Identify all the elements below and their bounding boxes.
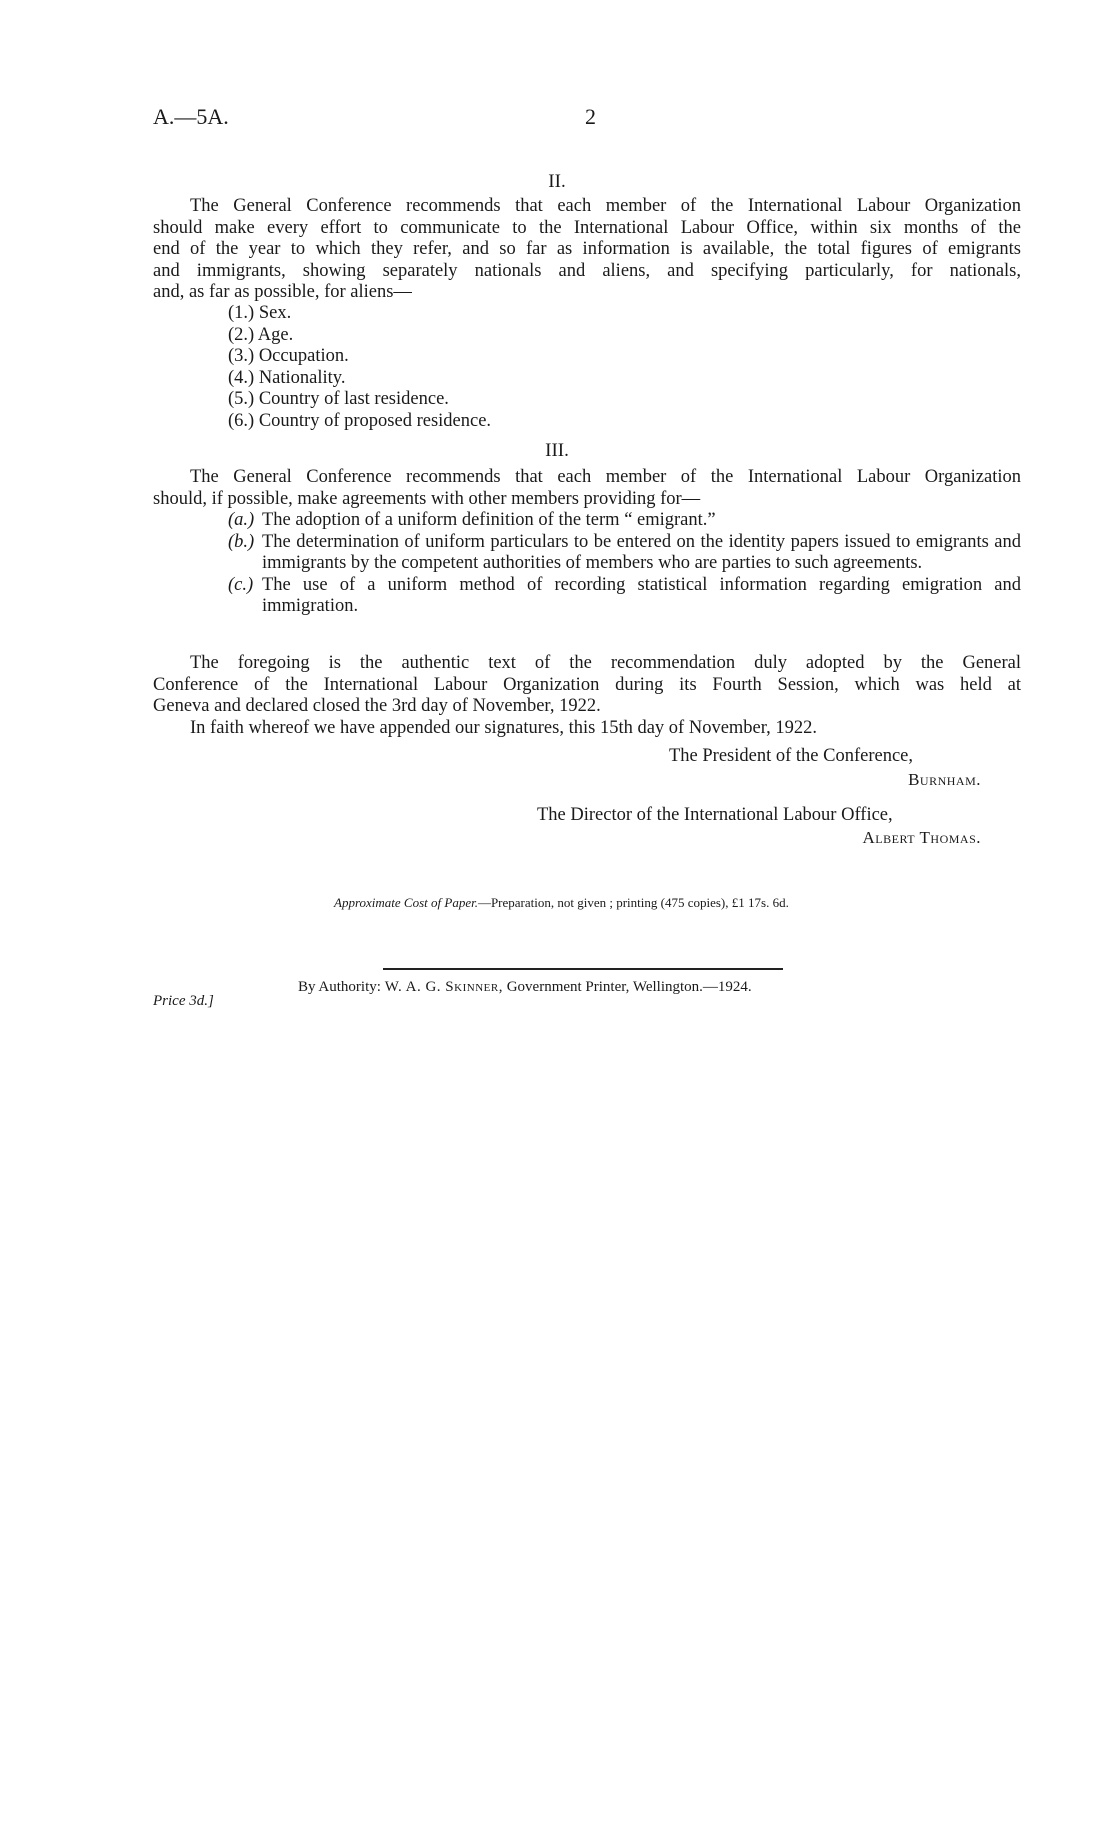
list-item: (1.) Sex. [228, 303, 292, 323]
list-item: (3.) Occupation. [228, 346, 349, 366]
item-label: (c.) [228, 574, 254, 595]
section-ii-line: and immigrants, showing separately nationals and aliens, and specifying particularly, for nationals, [153, 260, 1021, 281]
section-ii-list [228, 303, 491, 432]
section-ii-line: should make every effort to communicate to the International Labour Office, within six months of the [153, 217, 1021, 238]
faith-line: In faith whereof we have appended our signatures, this 15th day of November, 1922. [190, 717, 818, 738]
section-ii-line: end of the year to which they refer, and so far as information is available, the total figures of emigrants [153, 239, 1021, 259]
footer-rule [383, 968, 783, 970]
authentic-line: The foregoing is the authentic text of the recommendation duly adopted by the General [190, 653, 1021, 673]
list-item [228, 575, 1021, 618]
page-number: 2 [585, 104, 596, 129]
item-label: (a.) [228, 510, 255, 530]
director-title: The Director of the International Labour Office, [537, 805, 893, 825]
list-item [228, 510, 1021, 532]
president-name: Burnham. [908, 770, 981, 789]
section-iii-list [228, 510, 1021, 618]
director-name: Albert Thomas. [862, 828, 981, 847]
item-text: The use of a uniform method of recording statistical information regarding emigration and immigration. [262, 574, 1021, 616]
authentic-paragraph [153, 653, 1021, 739]
cost-text: —Preparation, not given ; printing (475 copies), £1 17s. 6d. [477, 895, 789, 910]
price-text: Price 3d.] [153, 993, 214, 1009]
authority-line [298, 979, 752, 996]
section-iii-line: should, if possible, make agreements with other members providing for— [153, 488, 701, 509]
president-title: The President of the Conference, [669, 746, 914, 766]
document-reference: A.—5A. [153, 104, 229, 129]
cost-label: Approximate Cost of Paper. [334, 895, 478, 910]
section-ii-line: and, as far as possible, for aliens— [153, 282, 412, 302]
section-ii-line: The General Conference recommends that each member of the International Labour Organization [190, 196, 1021, 216]
item-label: (b.) [228, 531, 255, 552]
section-heading-ii: II. [548, 171, 566, 192]
list-item: (5.) Country of last residence. [228, 389, 449, 409]
authority-label: By Authority: [298, 979, 381, 995]
list-item [228, 532, 1021, 575]
item-text: The adoption of a uniform definition of the term “ emigrant.” [262, 510, 716, 530]
list-item: (2.) Age. [228, 324, 294, 345]
price [153, 993, 214, 1010]
list-item: (4.) Nationality. [228, 367, 346, 388]
authority-printer: W. A. G. Skinner, [384, 979, 503, 995]
section-heading-iii: III. [545, 440, 569, 461]
section-iii-paragraph [153, 467, 1021, 510]
item-text: The determination of uniform particulars to be entered on the identity papers issued to emigrants and immigrants by the competent authorities of members who are parties to such agreements. [262, 531, 1021, 573]
cost-of-paper [334, 895, 789, 911]
section-ii-paragraph [153, 196, 1021, 304]
authority-rest: Government Printer, Wellington.—1924. [506, 979, 752, 995]
list-item: (6.) Country of proposed residence. [228, 410, 492, 431]
section-iii-line: The General Conference recommends that each member of the International Labour Organization [190, 467, 1021, 487]
authentic-line: Geneva and declared closed the 3rd day of November, 1922. [153, 696, 601, 716]
authentic-line: Conference of the International Labour Organization during its Fourth Session, which was held at [153, 674, 1021, 695]
